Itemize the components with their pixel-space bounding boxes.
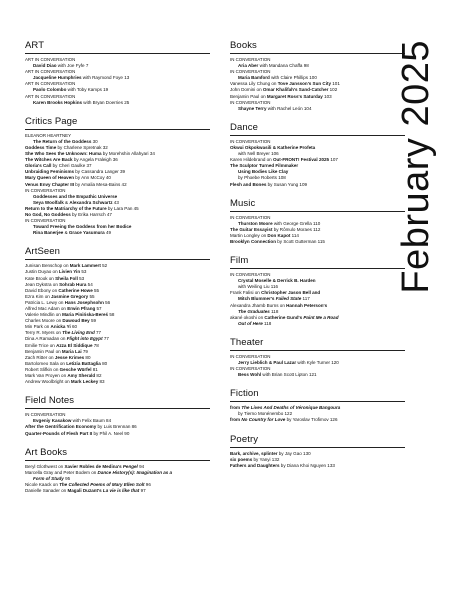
entry-text: Charles Moore on <box>25 318 63 324</box>
entry-text: 82 <box>95 373 102 379</box>
entry-text: Out of Here <box>238 320 263 326</box>
entry-text: by Cheri Gaulke 37 <box>51 163 92 169</box>
toc-entry <box>230 182 405 188</box>
entry-text: Dance History(s): Imagination as a <box>97 469 173 475</box>
entry-text: 55 <box>88 293 95 299</box>
entry-text: IN CONVERSATION <box>230 69 271 75</box>
entry-text: Flesh and Bones <box>230 181 267 187</box>
entry-text: by Lara Pan 45 <box>106 205 139 211</box>
entry-text: Goddess Time <box>25 144 57 150</box>
entry-text: by Scott Gutterman 115 <box>275 238 325 244</box>
entry-text: The Guitar Essayist <box>230 226 273 232</box>
entry-text: by Rômulo Moraes 112 <box>272 226 321 232</box>
entry-text: akané okoshi on <box>230 314 265 320</box>
entry-text: Anicka Yi <box>50 324 71 330</box>
entry-text: She Who Sees the Unknown: Huma <box>25 151 102 157</box>
section-title: Art Books <box>25 447 210 461</box>
entry-text: 79 <box>81 348 88 354</box>
entry-text: Unbraiding Feminisms <box>25 169 75 175</box>
entry-text: No Country for Love <box>241 417 286 423</box>
entry-text: Failed State <box>275 296 302 302</box>
entry-text: Jean Dykstra on <box>25 281 60 287</box>
toc-entry <box>230 239 405 245</box>
entry-text: Hannah Peterson's <box>286 302 328 308</box>
toc-entry <box>230 372 405 378</box>
entry-text: ART IN CONVERSATION <box>25 93 76 99</box>
toc-entry <box>230 321 405 327</box>
entry-text: by Charlene Spretnak 32 <box>56 144 108 150</box>
entry-text: Seya Woolfalk <box>33 199 64 205</box>
entry-text: with Toby Kamps 19 <box>66 87 109 93</box>
entry-text: Quarter-Pounds of Flesh Part II <box>25 430 93 436</box>
entry-text: 30 <box>91 138 98 144</box>
entry-text: Mark Lammert <box>69 263 101 269</box>
entry-text: by Diana Khoi Nguyen 133 <box>279 462 335 468</box>
entry-text: Bartolomeo Sala on <box>25 360 67 366</box>
entry-text: Mitch Blummer's <box>238 296 276 302</box>
entry-text: Zach Ritter on <box>25 354 55 360</box>
toc-entry <box>25 431 210 437</box>
entry-text: 117 <box>301 296 310 302</box>
entry-text: Alexandra Schwartz <box>69 199 113 205</box>
entry-text: Paolo Colombo <box>33 87 67 93</box>
entry-text: No God, No Goddess <box>25 211 71 217</box>
entry-text: by Luis Brennan 86 <box>96 424 137 430</box>
entry-text: After the Gentrification Economy <box>25 424 97 430</box>
entry-text: ART IN CONVERSATION <box>25 69 76 75</box>
entry-text: Junisan Benschop on <box>25 263 70 269</box>
entry-text: 53 <box>77 275 85 281</box>
entry-text: 107 <box>329 157 338 163</box>
entry-text: Flight into Egypt <box>66 336 103 342</box>
entry-text: Thurston Moore <box>238 220 273 226</box>
entry-text: ELEANOR HEARTNEY <box>25 132 72 138</box>
entry-text: Don Kapot <box>267 232 291 238</box>
entry-text: by Tierno Monénembo 122 <box>238 411 293 417</box>
entry-text: Form of Study <box>33 475 64 481</box>
entry-text: Benjamin Paul on <box>25 348 62 354</box>
issue-title <box>388 40 444 294</box>
entry-text: Bess Wohl <box>238 372 262 378</box>
entry-text: by Jay Gao 130 <box>277 450 311 456</box>
section-title: Theater <box>230 337 405 351</box>
entry-text: Christopher Jason Bell and <box>261 290 321 296</box>
section-title: Poetry <box>230 434 405 448</box>
issue-title-text: February 2025 <box>395 40 437 294</box>
entry-text: Jacqueline Humphries <box>33 75 82 81</box>
section-title: Dance <box>230 122 405 136</box>
entry-text: 118 <box>262 320 272 326</box>
entry-text: The Lives And Deaths of Véronique Bangoura <box>241 405 341 411</box>
entry-text: 114 <box>290 232 299 238</box>
entry-text: Alfred Mac Adam on <box>25 306 68 311</box>
entry-text: The Living End <box>62 330 95 336</box>
entry-text: Toward Freeing the Goddess from her Bodice <box>33 224 132 230</box>
entry-text: Jerry Lieblich & Paul Lazar <box>238 360 297 365</box>
entry-text: with Rachel León 104 <box>266 105 312 111</box>
entry-text: Omar Khalifah's Sand-Catcher <box>262 87 329 93</box>
entry-text: Dina A Ramadan on <box>25 336 67 342</box>
entry-text: by Phoebe Roberts 108 <box>238 175 286 181</box>
entry-text: IN CONVERSATION <box>25 218 66 224</box>
entry-text: Valerie Mindlin on <box>25 312 63 318</box>
entry-text: Grace Yasumura <box>68 230 105 236</box>
entry-text: by Angela Fraleigh 36 <box>72 157 118 163</box>
section-title: Music <box>230 198 405 212</box>
entry-text: ART IN CONVERSATION <box>25 57 76 62</box>
toc-entry <box>25 100 210 106</box>
entry-text: 102 <box>328 87 338 93</box>
entry-text: The Sculptor Turned Filmmaker <box>230 163 299 169</box>
entry-text: with George Grella 110 <box>272 220 321 226</box>
entry-text: 96 <box>144 481 151 487</box>
entry-text: with Kyle Turner 120 <box>296 360 339 365</box>
entry-text: with Bryan Doerries 25 <box>82 99 130 105</box>
toc-entry <box>230 106 405 112</box>
entry-text: Nicole Kaack on <box>25 481 60 487</box>
entry-text: Xavier Robles de Medina's <box>64 463 123 469</box>
entry-text: 53 <box>80 269 87 275</box>
entry-text: Margaret Ross's Saturday <box>266 93 323 99</box>
entry-text: ART IN CONVERSATION <box>25 81 76 87</box>
section-title: Books <box>230 40 405 54</box>
entry-text: Amy Sherald <box>67 373 96 379</box>
entry-text: Gesche Würfel <box>59 366 92 372</box>
entry-text: John Domini on <box>230 87 263 93</box>
entry-text: Okwui Okpokwasili & Katherine Profeta <box>230 144 316 150</box>
section-theater <box>230 337 405 378</box>
section-critics-page <box>25 116 210 237</box>
entry-text: 59 <box>89 318 97 324</box>
entry-text: 77 <box>102 336 109 342</box>
entry-text: Frank Falisi on <box>230 290 262 296</box>
entry-text: 56 <box>103 299 111 305</box>
entry-text: Catherine Howe <box>58 287 93 293</box>
entry-text: 54 <box>86 281 93 287</box>
entry-text: 60 <box>70 324 78 330</box>
entry-text: IN CONVERSATION <box>230 272 271 278</box>
entry-text: 83 <box>98 379 105 385</box>
entry-text: Min Park on <box>25 324 51 330</box>
entry-text: Justin Duyao on <box>25 269 59 275</box>
entry-text: Dawoud Bey <box>62 318 90 324</box>
entry-text: with Claire Phillips 100 <box>269 75 317 81</box>
entry-text: by Morehshin Allahyari 34 <box>101 151 155 157</box>
entry-text: Karen Brooks Hopkins <box>33 99 83 105</box>
entry-text: by Erika Harrsch 47 <box>70 211 112 217</box>
section-film <box>230 255 405 327</box>
entry-text: Jasmine Gregory <box>51 293 89 299</box>
entry-text: Andrew Woolbright on <box>25 379 71 385</box>
entry-text: by Amalia Mesa-Bains 42 <box>74 181 127 187</box>
toc-entry <box>230 463 405 469</box>
entry-text: by Susan Yung 109 <box>266 181 308 187</box>
toc-entry <box>230 417 405 423</box>
entry-text: The Collected Poems of Mary Ellen Solt <box>59 481 145 487</box>
entry-text: with Joe Fyfe 7 <box>56 63 89 69</box>
entry-text: Out-FRONT! Festival 2025 <box>272 157 330 163</box>
entry-text: IN CONVERSATION <box>230 138 271 144</box>
entry-text: Erwin Pfrang <box>67 306 96 311</box>
entry-text: Kate Brook on <box>25 275 56 281</box>
entry-text: 80 <box>84 354 91 360</box>
entry-text: & <box>63 199 70 205</box>
entry-text: The Graduates <box>238 308 270 314</box>
entry-text: Alexandra Jhamb Burns on <box>230 302 287 308</box>
section-title: ART <box>25 40 210 54</box>
entry-text: Tove Jansson's Sun City <box>277 81 332 87</box>
entry-text: 95 <box>63 475 71 481</box>
entry-text: Marcella Gray and Peter Bodem on <box>25 469 98 475</box>
entry-text: The Return of the Goddess <box>33 138 92 144</box>
section-artseen <box>25 246 210 385</box>
entry-text: 43 <box>112 199 119 205</box>
entry-text: 80 <box>100 360 108 366</box>
entry-text: 103 <box>322 93 332 99</box>
entry-text: Fathers and Daughters <box>230 462 280 468</box>
entry-text: IN CONVERSATION <box>230 353 271 359</box>
entry-text: 81 <box>91 366 98 372</box>
entry-text: from <box>230 405 242 411</box>
entry-text: Robert Slifkin on <box>25 366 60 372</box>
entry-text: David Ebony on <box>25 287 59 293</box>
entry-text: Catherine Gund's <box>264 314 304 320</box>
toc-entry <box>25 488 210 494</box>
entry-text: IN CONVERSATION <box>25 187 66 193</box>
entry-text: six poems <box>230 456 253 462</box>
entry-text: with Felix Baum 84 <box>71 418 112 424</box>
entry-text: by Yaroslav Trofimov 126 <box>285 417 338 423</box>
entry-text: Maria Pinińska-Bereś <box>62 312 109 318</box>
entry-text: David Diao <box>33 63 57 69</box>
entry-text: Pengel <box>122 463 138 469</box>
toc-entry <box>25 230 210 236</box>
entry-text: Vanessa Lily Chung on <box>230 81 278 87</box>
entry-text: Letizia Battaglia <box>66 360 101 366</box>
entry-text: Mark Van Proyen on <box>25 373 68 379</box>
entry-text: Emilie Trice on <box>25 342 57 348</box>
section-art <box>25 40 210 106</box>
entry-text: Goddesses and the Empathic Universe <box>33 193 118 199</box>
entry-text: Mark Leckey <box>70 379 99 385</box>
entry-text: with Raymond Foye 13 <box>81 75 130 81</box>
entry-text: IN CONVERSATION <box>230 99 271 105</box>
entry-text: Karen Hildebrand on <box>230 157 273 163</box>
entry-text: Sheila Foll <box>55 275 78 281</box>
entry-text: by Cassandra Langer 39 <box>74 169 126 175</box>
entry-text: Sohrab Hura <box>59 281 87 287</box>
entry-text: Mary Queen of Heaven <box>25 175 75 181</box>
section-field-notes <box>25 395 210 436</box>
entry-text: Ezra Kim on <box>25 293 52 299</box>
entry-text: Hans Josephsohn <box>64 299 104 305</box>
entry-text: 97 <box>139 487 146 493</box>
entry-text: Paint Me a Road <box>303 314 339 320</box>
entry-text: IN CONVERSATION <box>230 214 271 220</box>
section-art-books <box>25 447 210 494</box>
entry-text: Benjamin Paul on <box>230 93 267 99</box>
entry-text: by Yanyi 132 <box>252 456 280 462</box>
entry-text: & <box>63 230 69 236</box>
entry-text: from <box>230 417 242 423</box>
entry-text: with Nell Breyer 106 <box>238 151 279 157</box>
entry-text: 58 <box>108 312 115 318</box>
entry-text: 49 <box>104 230 112 236</box>
entry-text: 78 <box>92 342 99 348</box>
entry-text: Gloria's Call <box>25 163 52 169</box>
entry-text: by Ann McCoy 40 <box>74 175 111 181</box>
entry-text: with Brian Scott Lipton 121 <box>261 372 317 378</box>
section-fiction <box>230 388 405 423</box>
section-title: Film <box>230 255 405 269</box>
section-title: Fiction <box>230 388 405 402</box>
entry-text: 77 <box>94 330 102 336</box>
section-dance <box>230 122 405 188</box>
entry-text: by Phil A. Neel 90 <box>92 430 130 436</box>
left-column <box>25 40 210 504</box>
entry-text: 57 <box>95 306 102 311</box>
entry-text: Danielle Sanader on <box>25 487 68 493</box>
entry-text: 118 <box>269 308 279 314</box>
entry-text: Brooklyn Connection <box>230 238 276 244</box>
entry-text: Martin Longley on <box>230 232 268 238</box>
middle-column <box>230 40 405 479</box>
entry-text: Return to the Matriarchy of the Future <box>25 205 107 211</box>
section-poetry <box>230 434 405 469</box>
entry-text: Beryl Glothwest on <box>25 463 65 469</box>
section-books <box>230 40 405 112</box>
entry-text: 55 <box>92 287 100 293</box>
entry-text: Crystal Moselle & Derrick B. Harden <box>238 278 316 284</box>
entry-text: The Witches Are Back <box>25 157 73 163</box>
entry-text: 101 <box>331 81 340 87</box>
entry-text: Venus Envy Chapter III <box>25 181 75 187</box>
entry-text: Livien Yin <box>58 269 81 275</box>
entry-text: Jesse Krimes <box>54 354 85 360</box>
entry-text: Maria Bamford <box>238 75 270 81</box>
entry-text: 94 <box>137 463 145 469</box>
section-title: Field Notes <box>25 395 210 409</box>
entry-text: Terry R. Myers on <box>25 330 63 336</box>
entry-text: Azza El Siddique <box>56 342 93 348</box>
section-title: Critics Page <box>25 116 210 130</box>
entry-text: Rina Banerjee <box>33 230 64 236</box>
entry-text: Bark, archive, splinter <box>230 450 278 456</box>
section-title: ArtSeen <box>25 246 210 260</box>
entry-text: 52 <box>100 263 108 269</box>
entry-text: La vie is like that <box>102 487 140 493</box>
entry-text: with Weiling Liu 116 <box>238 284 279 290</box>
entry-text: Evgeniy Kasakow <box>33 418 72 424</box>
entry-text: IN CONVERSATION <box>230 57 271 62</box>
entry-text: Aria Aber <box>238 63 259 69</box>
entry-text: with Mandana Chaffa 98 <box>258 63 309 69</box>
entry-text: Maria Lai <box>61 348 82 354</box>
entry-text: IN CONVERSATION <box>230 366 271 372</box>
toc-entry <box>25 379 210 385</box>
entry-text: IN CONVERSATION <box>25 412 66 418</box>
entry-text: Patricia L. Lewy on <box>25 299 65 305</box>
section-music <box>230 198 405 245</box>
entry-text: Magali Duzant's <box>67 487 103 493</box>
entry-text: Shayne Terry <box>238 105 267 111</box>
entry-text: Using Bodies Like Clay <box>238 169 289 175</box>
